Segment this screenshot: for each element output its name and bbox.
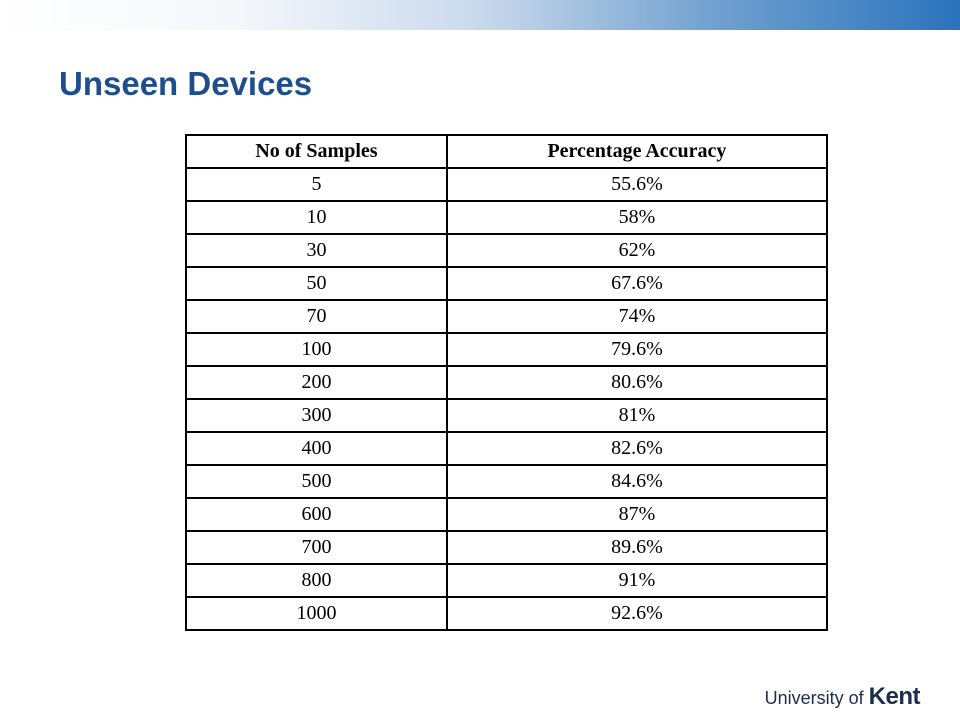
accuracy-cell: 58% xyxy=(447,201,827,234)
accuracy-cell: 84.6% xyxy=(447,465,827,498)
accuracy-cell: 91% xyxy=(447,564,827,597)
results-table xyxy=(185,134,828,631)
table-row xyxy=(186,432,827,465)
accuracy-cell: 92.6% xyxy=(447,597,827,630)
accuracy-cell: 82.6% xyxy=(447,432,827,465)
samples-cell: 50 xyxy=(186,267,447,300)
table-row xyxy=(186,300,827,333)
samples-cell: 400 xyxy=(186,432,447,465)
accuracy-cell: 67.6% xyxy=(447,267,827,300)
logo-prefix: University of xyxy=(764,688,869,708)
accuracy-cell: 55.6% xyxy=(447,168,827,201)
column-header-accuracy: Percentage Accuracy xyxy=(447,135,827,168)
samples-cell: 10 xyxy=(186,201,447,234)
samples-cell: 800 xyxy=(186,564,447,597)
university-of-kent-logo xyxy=(765,683,920,711)
accuracy-cell: 89.6% xyxy=(447,531,827,564)
table-row xyxy=(186,333,827,366)
samples-cell: 200 xyxy=(186,366,447,399)
samples-cell: 5 xyxy=(186,168,447,201)
table-row xyxy=(186,564,827,597)
samples-cell: 600 xyxy=(186,498,447,531)
slide-title: Unseen Devices xyxy=(59,65,313,102)
logo-kent-wordmark: Kent xyxy=(868,683,920,710)
table-row xyxy=(186,465,827,498)
accuracy-cell: 62% xyxy=(447,234,827,267)
samples-cell: 700 xyxy=(186,531,447,564)
table-row xyxy=(186,267,827,300)
samples-cell: 30 xyxy=(186,234,447,267)
table-row xyxy=(186,399,827,432)
table-row xyxy=(186,168,827,201)
accuracy-cell: 74% xyxy=(447,300,827,333)
table-row xyxy=(186,531,827,564)
header-gradient-band xyxy=(0,0,960,30)
table-row xyxy=(186,366,827,399)
column-header-samples: No of Samples xyxy=(186,135,447,168)
samples-cell: 70 xyxy=(186,300,447,333)
samples-cell: 1000 xyxy=(186,597,447,630)
table-row xyxy=(186,498,827,531)
table-header-row xyxy=(186,135,827,168)
samples-cell: 300 xyxy=(186,399,447,432)
table-row xyxy=(186,201,827,234)
samples-cell: 500 xyxy=(186,465,447,498)
accuracy-cell: 80.6% xyxy=(447,366,827,399)
accuracy-cell: 81% xyxy=(447,399,827,432)
accuracy-cell: 87% xyxy=(447,498,827,531)
samples-cell: 100 xyxy=(186,333,447,366)
accuracy-cell: 79.6% xyxy=(447,333,827,366)
table-row xyxy=(186,234,827,267)
table-row xyxy=(186,597,827,630)
